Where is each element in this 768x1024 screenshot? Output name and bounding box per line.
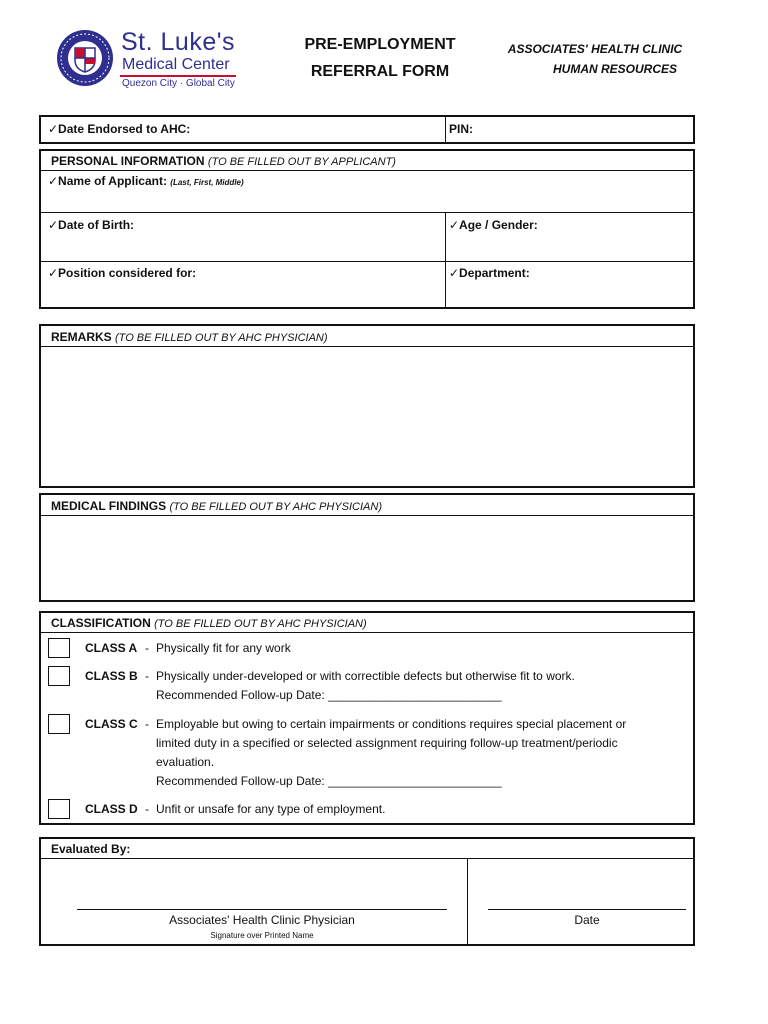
- date-signature-line[interactable]: [488, 909, 686, 910]
- department-label: ✓Department:: [449, 266, 530, 280]
- remarks-note: (TO BE FILLED OUT BY AHC PHYSICIAN): [115, 332, 328, 344]
- class-d-dash: -: [145, 802, 149, 816]
- classification-title: CLASSIFICATION: [51, 616, 151, 630]
- class-b-description: Physically under-developed or with correctible defects but otherwise fit to work.: [156, 669, 575, 683]
- class-a-dash: -: [145, 641, 149, 655]
- class-c-checkbox[interactable]: [48, 714, 70, 734]
- form-title-line2: REFERRAL FORM: [310, 63, 450, 80]
- remarks-field[interactable]: [42, 347, 692, 485]
- position-field[interactable]: [45, 283, 440, 305]
- evaluated-by-label: Evaluated By:: [51, 842, 131, 856]
- evaluation-divider: [467, 859, 468, 944]
- class-c-description-line3: evaluation.: [156, 755, 215, 769]
- class-b-dash: -: [145, 669, 149, 683]
- physician-signature-line[interactable]: [77, 909, 447, 910]
- pin-label: PIN:: [449, 122, 473, 136]
- age-gender-field[interactable]: [450, 234, 690, 258]
- dept-line1: ASSOCIATES' HEALTH CLINIC: [507, 42, 683, 56]
- dept-line2: HUMAN RESOURCES: [552, 62, 677, 76]
- class-c-description-line1: Employable but owing to certain impairments or conditions requires special placement or: [156, 717, 627, 731]
- date-endorsed-label: ✓Date Endorsed to AHC:: [48, 122, 191, 136]
- class-a-code: CLASS A: [85, 641, 138, 655]
- name-row-rule: [41, 212, 693, 213]
- applicant-name-note: (Last, First, Middle): [170, 178, 244, 187]
- personal-info-title: PERSONAL INFORMATION: [51, 154, 205, 168]
- signature-note: Signature over Printed Name: [210, 931, 314, 940]
- evaluation-box: [39, 837, 695, 946]
- form-title-line1: PRE-EMPLOYMENT: [304, 36, 456, 53]
- logo-underline: [120, 75, 236, 77]
- class-a-checkbox[interactable]: [48, 638, 70, 658]
- personal-info-note: (TO BE FILLED OUT BY APPLICANT): [207, 156, 396, 168]
- class-b-code: CLASS B: [85, 669, 138, 683]
- class-c-description-line2: limited duty in a specified or selected assignment requiring follow-up treatment/periodic: [156, 736, 618, 750]
- logo-seal-icon: [55, 28, 115, 88]
- classification-heading: [51, 616, 367, 630]
- department-field[interactable]: [450, 283, 690, 305]
- class-c-dash: -: [145, 717, 149, 731]
- findings-heading: [51, 499, 382, 513]
- class-d-code: CLASS D: [85, 802, 138, 816]
- remarks-title: REMARKS: [51, 330, 112, 344]
- personal-divider: [445, 213, 446, 307]
- date-label: Date: [574, 913, 600, 927]
- class-d-description: Unfit or unsafe for any type of employment.: [156, 802, 386, 816]
- evaluation-header-rule: [41, 858, 693, 859]
- personal-header-rule: [41, 170, 693, 171]
- logo: [55, 28, 115, 88]
- class-a-description: Physically fit for any work: [156, 641, 291, 655]
- pin-field[interactable]: [478, 118, 690, 141]
- classification-note: (TO BE FILLED OUT BY AHC PHYSICIAN): [154, 618, 367, 630]
- personal-info-heading: [51, 154, 396, 168]
- dob-label: ✓Date of Birth:: [48, 218, 135, 232]
- class-b-checkbox[interactable]: [48, 666, 70, 686]
- applicant-name-row: [48, 174, 244, 188]
- applicant-name-field[interactable]: [45, 190, 689, 208]
- classification-header-rule: [41, 632, 693, 633]
- position-label: ✓Position considered for:: [48, 266, 197, 280]
- findings-note: (TO BE FILLED OUT BY AHC PHYSICIAN): [169, 501, 382, 513]
- applicant-name-label: ✓Name of Applicant:: [48, 174, 167, 188]
- date-endorsed-field[interactable]: [200, 118, 440, 141]
- dob-row-rule: [41, 261, 693, 262]
- logo-location: Quezon City · Global City: [122, 78, 235, 89]
- class-b-followup: Recommended Follow-up Date: __________________________: [156, 688, 502, 702]
- remarks-heading: [51, 330, 328, 344]
- logo-subtitle: Medical Center: [122, 56, 230, 73]
- age-gender-label: ✓Age / Gender:: [449, 218, 538, 232]
- logo-name: St. Luke's: [121, 28, 235, 56]
- class-d-checkbox[interactable]: [48, 799, 70, 819]
- physician-label: Associates' Health Clinic Physician: [169, 913, 355, 927]
- dob-field[interactable]: [45, 234, 440, 258]
- findings-title: MEDICAL FINDINGS: [51, 499, 167, 513]
- class-c-code: CLASS C: [85, 717, 138, 731]
- class-c-followup: Recommended Follow-up Date: __________________________: [156, 774, 502, 788]
- endorse-divider: [445, 117, 446, 142]
- findings-field[interactable]: [42, 516, 692, 599]
